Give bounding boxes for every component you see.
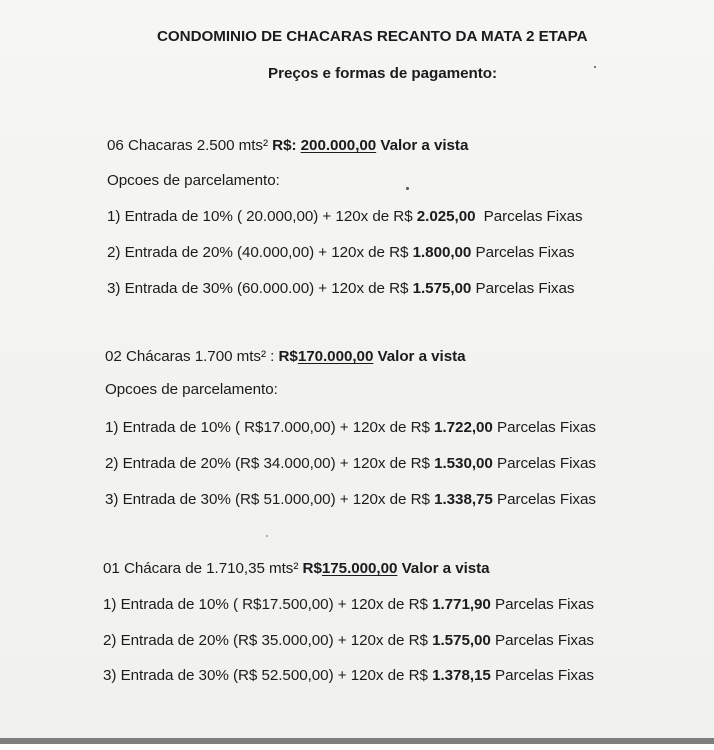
installment-amount: 1.575,00 [412, 280, 472, 297]
installment-suffix: Parcelas Fixas [494, 596, 594, 613]
cash-price: 200.000,00 [300, 137, 377, 154]
cash-label: Valor a vista [377, 348, 466, 365]
installment-terms: 1) Entrada de 10% ( R$17.500,00) + 120x de R$ [103, 596, 428, 613]
installment-option [103, 667, 594, 685]
installment-option [103, 632, 594, 650]
installment-option [103, 596, 594, 614]
installment-amount: 1.338,75 [434, 491, 493, 508]
installment-suffix: Parcelas Fixas [494, 632, 594, 649]
document-title: CONDOMINIO DE CHACARAS RECANTO DA MATA 2 ETAPA [157, 28, 588, 45]
cash-label: Valor a vista [401, 560, 490, 577]
offer-line [105, 348, 466, 366]
offer-line [103, 560, 490, 578]
installment-terms: 2) Entrada de 20% (R$ 34.000,00) + 120x de R$ [105, 455, 430, 472]
offer-line [107, 137, 468, 155]
installment-terms: 2) Entrada de 20% (40.000,00) + 120x de R$ [107, 244, 409, 261]
offer-description: 06 Chacaras 2.500 mts² [107, 137, 268, 154]
installment-amount: 1.771,90 [432, 596, 491, 613]
installment-suffix: Parcelas Fixas [475, 244, 575, 261]
installment-amount: 1.530,00 [434, 455, 493, 472]
cash-label: Valor a vista [380, 137, 469, 154]
installment-option [107, 280, 574, 298]
installment-option [105, 419, 596, 437]
installment-amount: 1.800,00 [412, 244, 472, 261]
paper-speck [406, 187, 409, 190]
installment-suffix: Parcelas Fixas [496, 419, 596, 436]
installment-terms: 3) Entrada de 30% (60.000.00) + 120x de R$ [107, 280, 409, 297]
currency-label: R$ [278, 348, 298, 365]
installment-suffix: Parcelas Fixas [494, 667, 594, 684]
installment-suffix: Parcelas Fixas [496, 491, 596, 508]
cash-price: 175.000,00 [321, 560, 398, 577]
currency-label: R$ [302, 560, 322, 577]
currency-label: R$: [272, 137, 297, 154]
installment-suffix: Parcelas Fixas [475, 280, 575, 297]
installment-amount: 1.575,00 [432, 632, 491, 649]
installment-terms: 1) Entrada de 10% ( R$17.000,00) + 120x de R$ [105, 419, 430, 436]
paper-speck [266, 535, 268, 537]
parcel-options-label: Opcoes de parcelamento: [105, 381, 278, 398]
offer-description: 01 Chácara de 1.710,35 mts² [103, 560, 299, 577]
document-subtitle: Preços e formas de pagamento: [268, 65, 497, 82]
installment-suffix: Parcelas Fixas [496, 455, 596, 472]
installment-suffix: Parcelas Fixas [483, 208, 583, 225]
installment-amount: 1.722,00 [434, 419, 493, 436]
installment-option [107, 244, 574, 262]
installment-option [105, 491, 596, 509]
installment-amount: 2.025,00 [416, 208, 476, 225]
installment-option [105, 455, 596, 473]
offer-description: 02 Chácaras 1.700 mts² : [105, 348, 275, 365]
installment-terms: 3) Entrada de 30% (R$ 52.500,00) + 120x de R$ [103, 667, 428, 684]
cash-price: 170.000,00 [297, 348, 374, 365]
installment-terms: 1) Entrada de 10% ( 20.000,00) + 120x de R$ [107, 208, 413, 225]
parcel-options-label: Opcoes de parcelamento: [107, 172, 280, 189]
installment-terms: 2) Entrada de 20% (R$ 35.000,00) + 120x de R$ [103, 632, 428, 649]
installment-amount: 1.378,15 [432, 667, 491, 684]
paper-speck [594, 66, 596, 68]
installment-option [107, 208, 583, 226]
installment-terms: 3) Entrada de 30% (R$ 51.000,00) + 120x de R$ [105, 491, 430, 508]
